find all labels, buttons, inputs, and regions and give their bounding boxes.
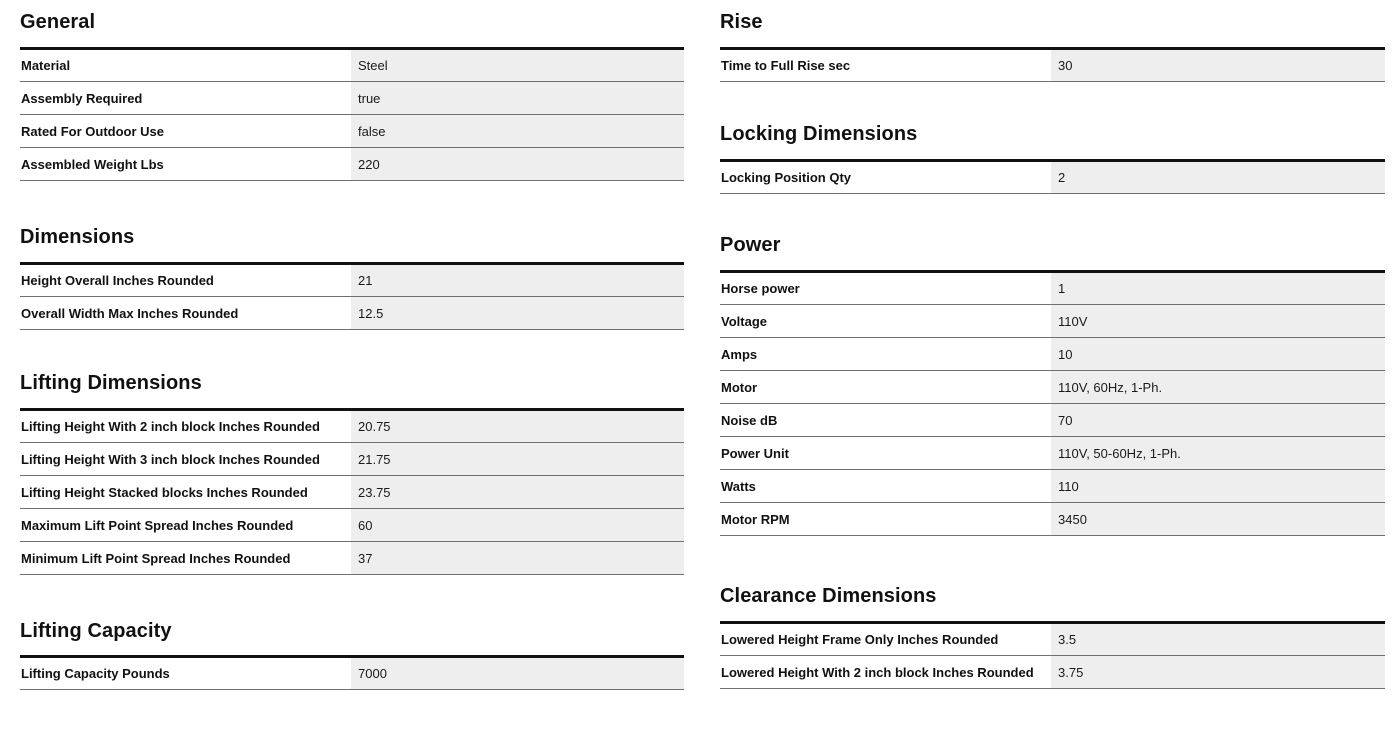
section-title: Locking Dimensions (720, 123, 918, 145)
table-row (20, 115, 684, 148)
spec-value: Steel (351, 49, 684, 82)
table-row (20, 476, 684, 509)
table-row (720, 656, 1385, 689)
section-lifting-dimensions (20, 371, 684, 575)
table-row (20, 657, 684, 690)
spec-table (720, 47, 1385, 82)
table-row (20, 297, 684, 330)
section-title: Lifting Dimensions (20, 372, 202, 394)
spec-table (720, 621, 1385, 689)
spec-value: 110V (1051, 305, 1385, 338)
spec-label: Lowered Height With 2 inch block Inches Rounded (720, 656, 1051, 689)
spec-label: Voltage (720, 305, 1051, 338)
spec-value: 12.5 (351, 297, 684, 330)
table-row (20, 542, 684, 575)
spec-value: 21 (351, 264, 684, 297)
spec-label: Rated For Outdoor Use (20, 115, 351, 148)
table-row (20, 509, 684, 542)
table-row (20, 443, 684, 476)
table-row (720, 49, 1385, 82)
spec-value: 110 (1051, 470, 1385, 503)
spec-value: 60 (351, 509, 684, 542)
section-rise (720, 10, 1385, 82)
spec-value: 10 (1051, 338, 1385, 371)
table-row (720, 623, 1385, 656)
spec-label: Lowered Height Frame Only Inches Rounded (720, 623, 1051, 656)
spec-label: Motor RPM (720, 503, 1051, 536)
spec-table (720, 270, 1385, 536)
section-general (20, 10, 684, 181)
spec-label: Noise dB (720, 404, 1051, 437)
spec-table (20, 408, 684, 575)
section-dimensions (20, 225, 684, 330)
spec-label: Horse power (720, 272, 1051, 305)
section-title: Clearance Dimensions (720, 585, 937, 607)
spec-label: Lifting Height Stacked blocks Inches Rounded (20, 476, 351, 509)
section-title: Dimensions (20, 226, 135, 248)
spec-value: 7000 (351, 657, 684, 690)
spec-value: false (351, 115, 684, 148)
spec-value: 3.75 (1051, 656, 1385, 689)
spec-value: 23.75 (351, 476, 684, 509)
section-title: General (20, 11, 96, 33)
spec-value: 20.75 (351, 410, 684, 443)
spec-label: Height Overall Inches Rounded (20, 264, 351, 297)
spec-value: 2 (1051, 161, 1385, 194)
table-row (720, 272, 1385, 305)
spec-label: Maximum Lift Point Spread Inches Rounded (20, 509, 351, 542)
spec-label: Lifting Height With 3 inch block Inches Rounded (20, 443, 351, 476)
table-row (20, 410, 684, 443)
spec-label: Motor (720, 371, 1051, 404)
spec-label: Time to Full Rise sec (720, 49, 1051, 82)
spec-label: Overall Width Max Inches Rounded (20, 297, 351, 330)
spec-label: Lifting Capacity Pounds (20, 657, 351, 690)
table-row (720, 338, 1385, 371)
spec-table (20, 47, 684, 181)
table-row (20, 148, 684, 181)
section-title: Lifting Capacity (20, 620, 172, 642)
table-row (20, 82, 684, 115)
spec-label: Amps (720, 338, 1051, 371)
spec-value: 37 (351, 542, 684, 575)
spec-value: 220 (351, 148, 684, 181)
section-locking-dimensions (720, 122, 1385, 194)
spec-label: Assembly Required (20, 82, 351, 115)
table-row (720, 305, 1385, 338)
table-row (20, 264, 684, 297)
spec-value: 21.75 (351, 443, 684, 476)
section-power (720, 233, 1385, 536)
section-lifting-capacity (20, 619, 684, 690)
spec-label: Watts (720, 470, 1051, 503)
spec-label: Locking Position Qty (720, 161, 1051, 194)
spec-label: Material (20, 49, 351, 82)
spec-value: 30 (1051, 49, 1385, 82)
table-row (720, 371, 1385, 404)
section-clearance-dimensions (720, 584, 1385, 689)
table-row (720, 503, 1385, 536)
spec-label: Lifting Height With 2 inch block Inches Rounded (20, 410, 351, 443)
section-title: Power (720, 234, 781, 256)
spec-value: 70 (1051, 404, 1385, 437)
table-row (720, 404, 1385, 437)
spec-value: 1 (1051, 272, 1385, 305)
spec-table (20, 655, 684, 690)
spec-value: 3.5 (1051, 623, 1385, 656)
spec-table (720, 159, 1385, 194)
spec-value: 110V, 50-60Hz, 1-Ph. (1051, 437, 1385, 470)
spec-value: 3450 (1051, 503, 1385, 536)
spec-value: 110V, 60Hz, 1-Ph. (1051, 371, 1385, 404)
spec-label: Assembled Weight Lbs (20, 148, 351, 181)
spec-label: Minimum Lift Point Spread Inches Rounded (20, 542, 351, 575)
spec-value: true (351, 82, 684, 115)
spec-label: Power Unit (720, 437, 1051, 470)
table-row (20, 49, 684, 82)
spec-table (20, 262, 684, 330)
table-row (720, 470, 1385, 503)
section-title: Rise (720, 11, 763, 33)
table-row (720, 437, 1385, 470)
table-row (720, 161, 1385, 194)
